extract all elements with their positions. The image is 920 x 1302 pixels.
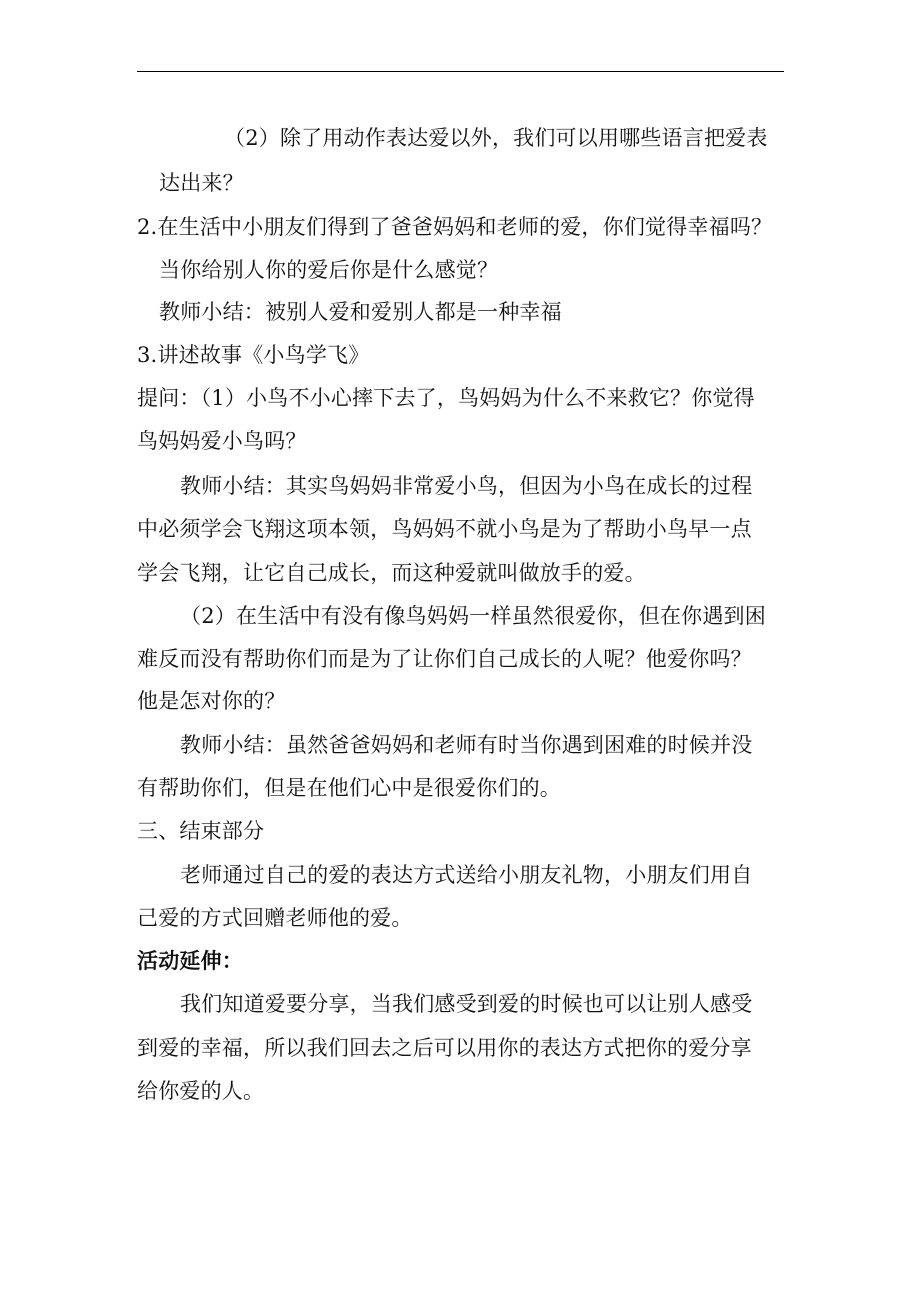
text-line: 达出来？	[159, 171, 244, 195]
text-line: 老师通过自己的爱的表达方式送给小朋友礼物，小朋友们用自	[180, 863, 753, 887]
text-line: 2.在生活中小朋友们得到了爸爸妈妈和老师的爱，你们觉得幸福吗？	[137, 215, 773, 239]
header-rule	[137, 71, 784, 72]
text-line: 教师小结：被别人爱和爱别人都是一种幸福	[159, 300, 562, 324]
text-line: 我们知道爱要分享，当我们感受到爱的时候也可以让别人感受	[180, 992, 753, 1016]
text-line: 有帮助你们，但是在他们心中是很爱你们的。	[137, 776, 561, 800]
text-line: 给你爱的人。	[137, 1079, 265, 1103]
section-heading: 活动延伸：	[137, 948, 243, 973]
text-line: 难反而没有帮助你们而是为了让你们自己成长的人呢？他爱你吗？	[137, 647, 752, 671]
text-line: 中必须学会飞翔这项本领，鸟妈妈不就小鸟是为了帮助小鸟早一点	[137, 517, 752, 541]
text-line: 鸟妈妈爱小鸟吗？	[137, 429, 307, 453]
section-heading: 三、结束部分	[137, 819, 265, 843]
text-line: （2）除了用动作表达爱以外，我们可以用哪些语言把爱表	[224, 126, 768, 150]
text-line: 学会飞翔，让它自己成长，而这种爱就叫做放手的爱。	[137, 561, 646, 585]
text-line: （2）在生活中有没有像鸟妈妈一样虽然很爱你，但在你遇到困	[180, 604, 766, 628]
text-line: 己爱的方式回赠老师他的爱。	[137, 906, 413, 930]
text-line: 提问：（1）小鸟不小心摔下去了，鸟妈妈为什么不来救它？你觉得	[137, 386, 755, 410]
text-line: 当你给别人你的爱后你是什么感觉？	[159, 258, 499, 282]
text-line: 他是怎对你的？	[137, 689, 286, 713]
text-line: 教师小结：虽然爸爸妈妈和老师有时当你遇到困难的时候并没	[180, 733, 753, 757]
section-heading: 3.讲述故事《小鸟学飞》	[137, 343, 370, 367]
text-line: 教师小结：其实鸟妈妈非常爱小鸟，但因为小鸟在成长的过程	[180, 474, 753, 498]
text-line: 到爱的幸福，所以我们回去之后可以用你的表达方式把你的爱分享	[137, 1036, 752, 1060]
